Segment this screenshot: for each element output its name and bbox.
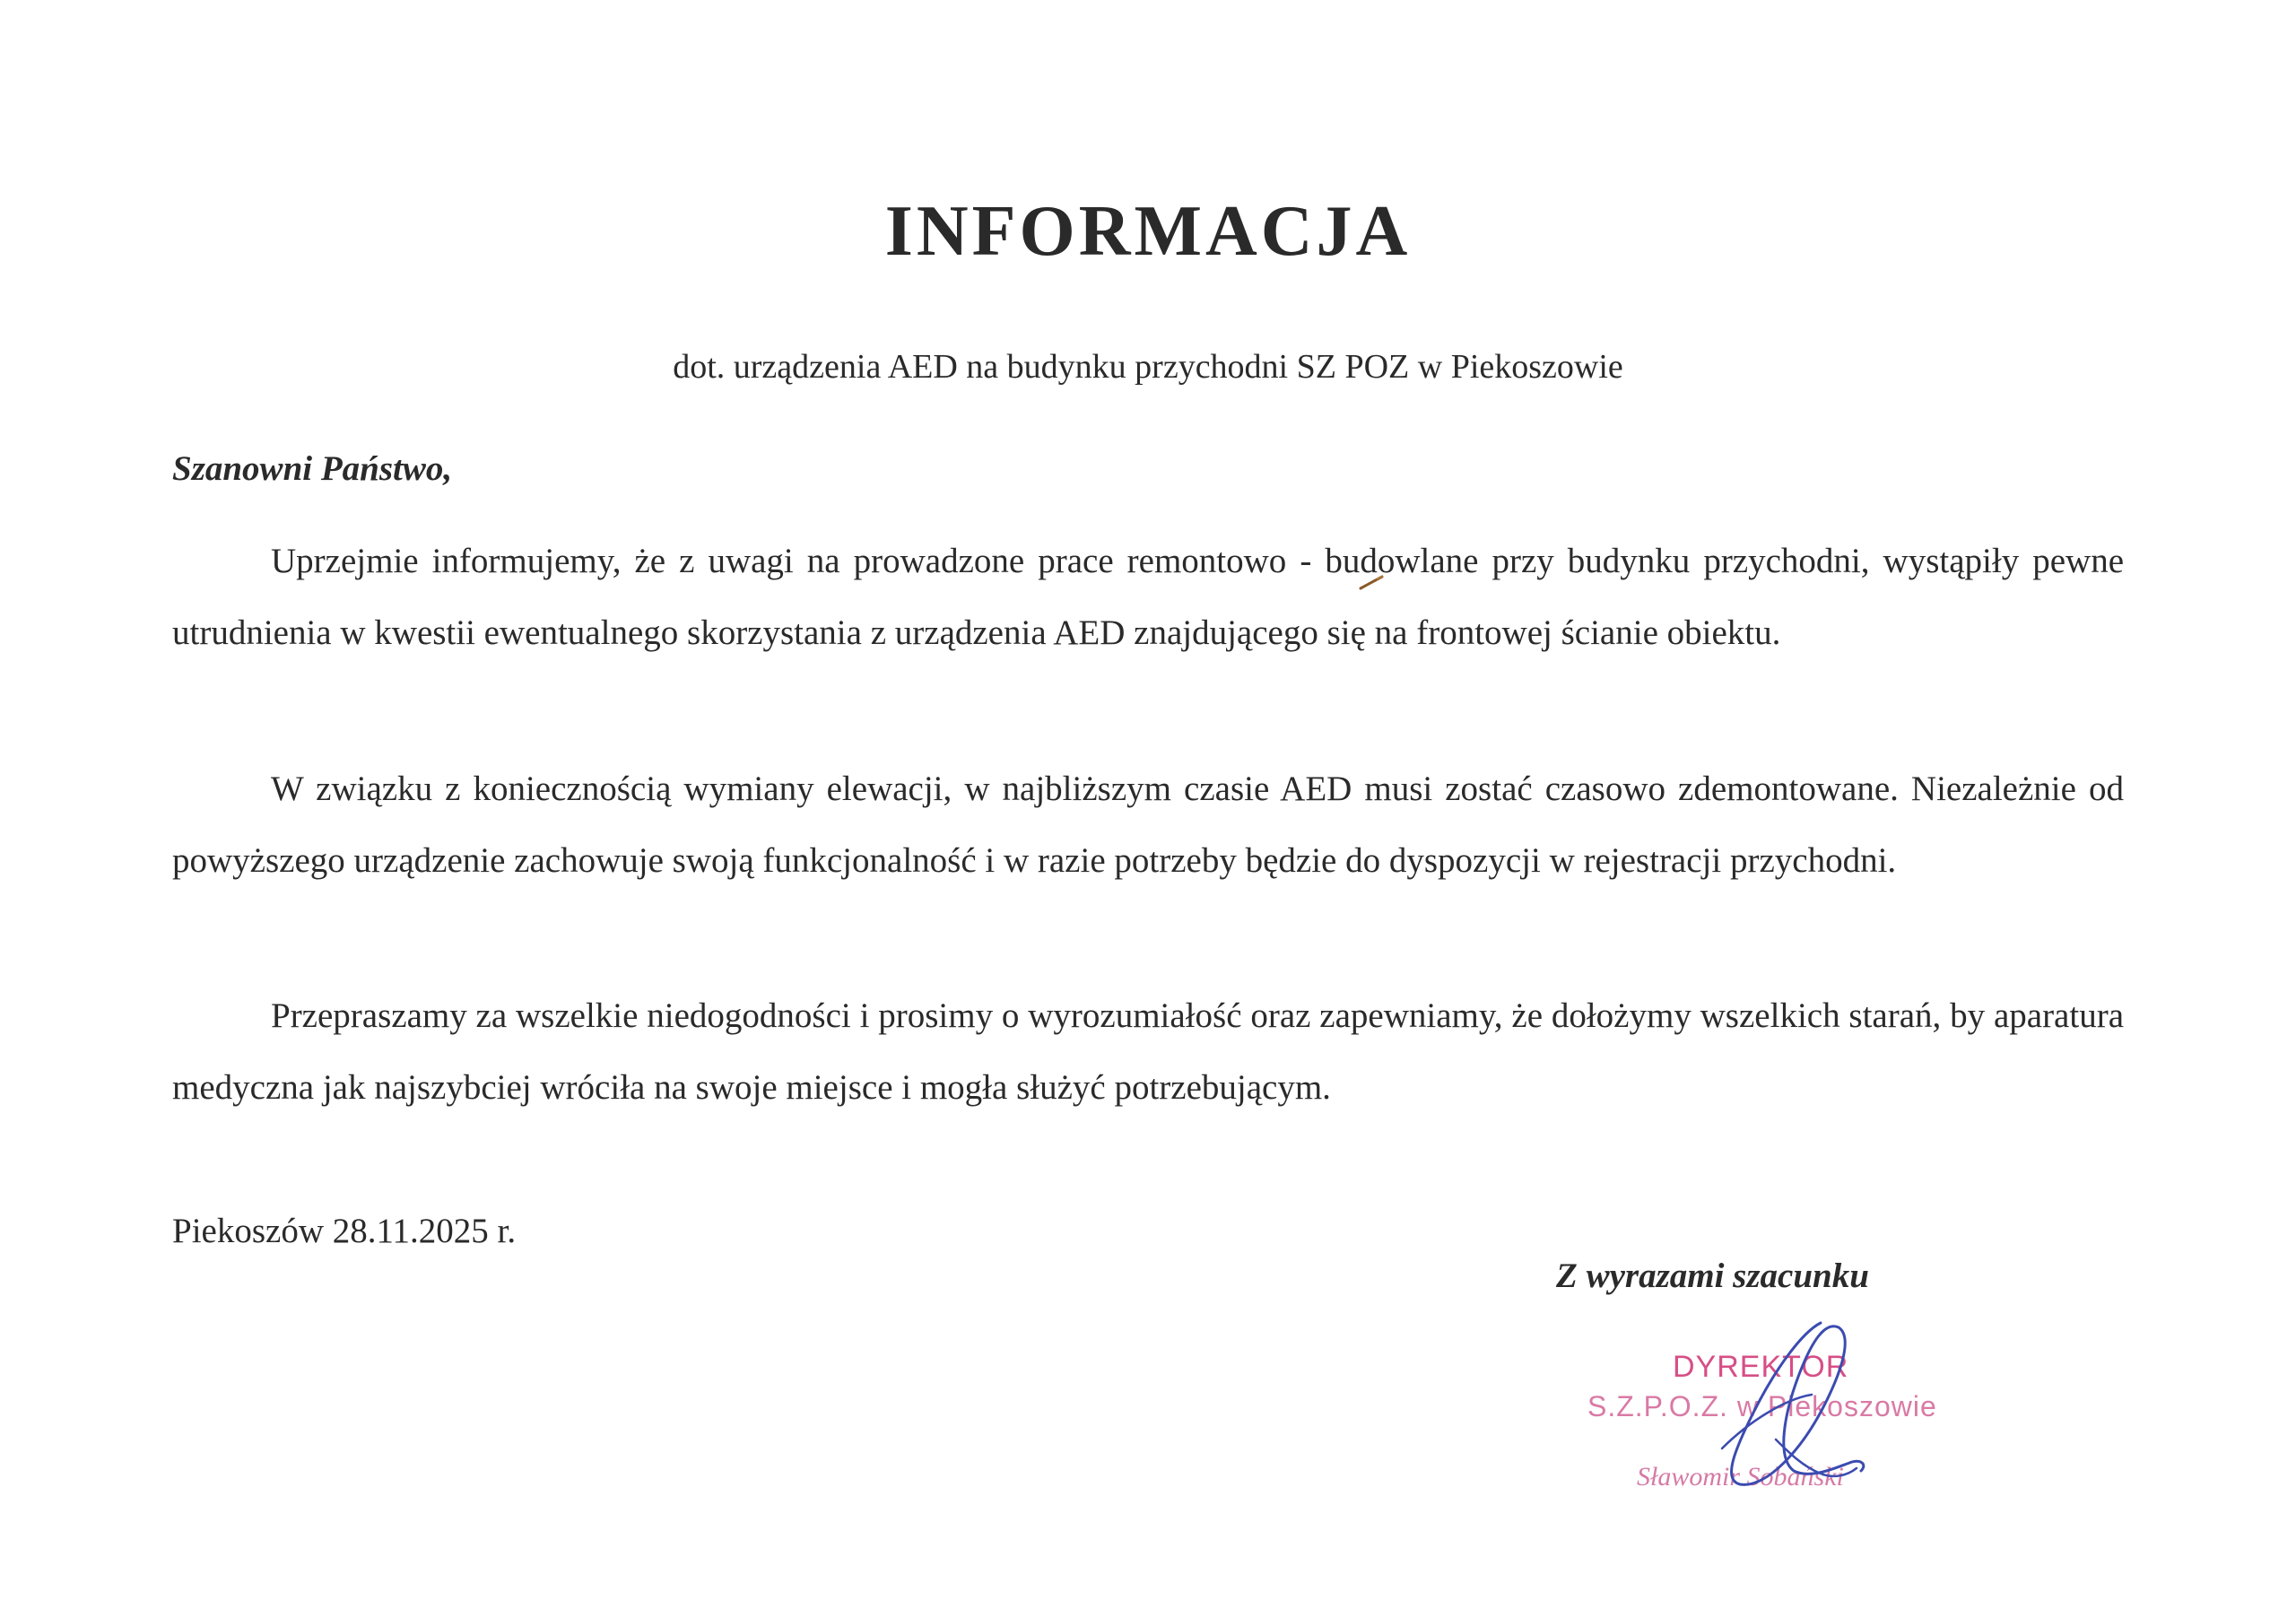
paragraph-1: Uprzejmie informujemy, że z uwagi na prowadzone prace remontowo - budowlane przy budynku przychodni, wystąpiły pewne utrudnienia w kwestii ewentualnego skorzystania z urządzenia AED znajdującego się na frontowej ścianie obiektu. (172, 542, 2124, 652)
handwritten-signature-icon (1668, 1314, 1883, 1502)
document-title: INFORMACJA (884, 192, 1412, 271)
stamp-name: Sławomir Sobański (1637, 1462, 1844, 1492)
closing-phrase: Z wyrazami szacunku (1556, 1257, 1869, 1295)
salutation: Szanowni Państwo, (172, 449, 453, 488)
place-and-date: Piekoszów 28.11.2025 r. (172, 1212, 517, 1250)
stamp-institution: S.Z.P.O.Z. w Piekoszowie (1587, 1390, 1937, 1422)
document-subtitle: dot. urządzenia AED na budynku przychodni SZ POZ w Piekoszowie (673, 348, 1623, 386)
stamp-title: DYREKTOR (1673, 1350, 1849, 1384)
paragraph-2: W związku z koniecznością wymiany elewacji, w najbliższym czasie AED musi zostać czasowo zdemontowane. Niezależnie od powyższego urządzenie zachowuje swoją funkcjonalność i w razie potrzeby będzie do dyspozycji w rejestracji przychodni. (172, 770, 2124, 880)
paragraph-3: Przepraszamy za wszelkie niedogodności i prosimy o wyrozumiałość oraz zapewniamy, że dołożymy wszelkich starań, by aparatura medyczna jak najszybciej wróciła na swoje miejsce i mogła służyć potrzebującym. (172, 996, 2124, 1107)
pen-mark-icon (1359, 574, 1386, 590)
